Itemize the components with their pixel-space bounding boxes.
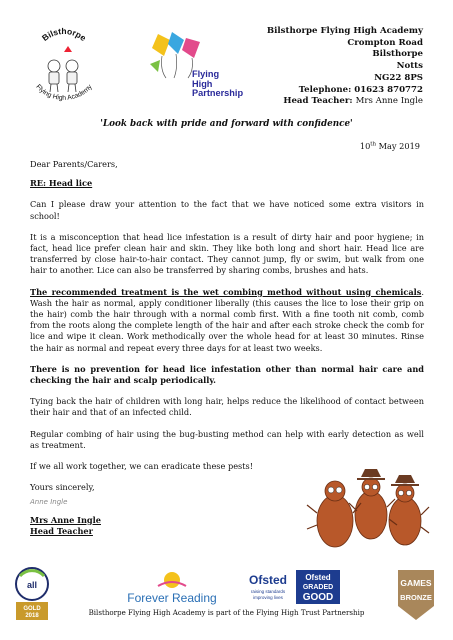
partner-line-3: Partnership (192, 88, 244, 99)
forever-reading-logo (118, 568, 226, 610)
partner-line-2: High (192, 78, 213, 89)
ofsted-tagline-1: raising standards (250, 589, 286, 594)
ofsted-good-logo (244, 568, 344, 606)
all-badge-level: GOLD (23, 606, 41, 612)
date-day: 10 (359, 141, 371, 151)
paragraph-5: Tying back the hair of children with long hair, helps reduce the likelihood of contact between their hair and that of an infected child. (30, 396, 424, 418)
address-block (267, 26, 423, 108)
footer-text: Bilsthorpe Flying High Academy is part of the Flying High Trust Partnership (88, 608, 365, 617)
svg-text:Bilsthorpe (40, 26, 88, 43)
partner-line-1: Flying (192, 69, 220, 79)
school-logo-arc-bottom: Flying High Academy (34, 83, 94, 102)
children-figures-icon (48, 46, 78, 92)
paragraph-6: Regular combing of hair using the bug-busting method can help with early detection as well as treatment. (30, 428, 424, 450)
school-logo-arc-top: Bilsthorpe (39, 25, 89, 44)
address-telephone: Telephone: 01623 870772 (298, 84, 423, 95)
paragraph-2: It is a misconception that head lice infestation is a result of dirty hair and poor hygiene; in fact, head lice prefer clean hair and skin. They like both long and short hair. Head lice are transferred by close hair-to-hair contact. They cannot jump, fly or swim, but walk from one hair to another. Lice can also be transferred by sharing combs, brushes and hats. (30, 231, 424, 276)
paragraph-1: Can I please draw your attention to the fact that we have noticed some extra visitors in school! (30, 199, 424, 221)
head-label: Head Teacher: (283, 96, 353, 107)
signatory-name: Mrs Anne Ingle (30, 514, 101, 525)
all-badge-year: 2018 (25, 613, 39, 619)
treatment-heading: The recommended treatment is the wet combing method without using chemicals (30, 286, 422, 297)
treatment-body: Wash the hair as normal, apply conditioner liberally (this causes the lice to lose their grip on the hair) comb the hair through with a normal comb first. With a fine tooth nit comb, comb from the roots along the complete length of the hair and after each stroke check the comb for lice and wipe it clean. Work methodically over the whole head for at least 30 minutes. Rinse the hair as normal and repeat every three days for at least two weeks. (30, 297, 424, 353)
closing: Yours sincerely, (30, 482, 95, 493)
paragraph-3: The recommended treatment is the wet combing method without using chemicals. Wash the hair as normal, apply conditioner liberally (this causes the lice to lose their grip on the hair) comb the hair through with a normal comb first. With a fine tooth nit comb, comb from the roots along the complete length of the hair and after each stroke check the comb for lice and wipe it clean. Work methodically over the whole head for at least 30 minutes. Rinse the hair as normal and repeat every three days for at least two weeks. (30, 286, 424, 353)
head-name: Mrs Anne Ingle (355, 96, 423, 107)
date-rest: May 2019 (378, 141, 420, 151)
all-badge-text: all (26, 580, 38, 590)
bronze-text: BRONZE (400, 593, 432, 602)
school-motto: 'Look back with pride and forward with confidence' (100, 119, 353, 129)
address-postcode: NG22 8PS (374, 72, 423, 83)
ofsted-graded-line: GRADED (302, 584, 334, 591)
forever-reading-text: Forever Reading (127, 591, 217, 605)
re-line: RE: Head lice (30, 178, 93, 189)
ofsted-text: Ofsted (248, 573, 288, 587)
letter-date (360, 141, 420, 151)
school-logo (28, 22, 100, 112)
address-street: Crompton Road (347, 37, 423, 48)
address-school: Bilsthorpe Flying High Academy (266, 26, 423, 36)
signature: Anne Ingle (30, 498, 68, 507)
address-head-teacher (267, 96, 423, 108)
address-county: Notts (396, 61, 423, 72)
paragraph-4: There is no prevention for head lice infestation other than normal hair care and checking the hair and scalp periodically. (30, 363, 424, 386)
ofsted-graded-title: Ofsted (305, 573, 331, 582)
svg-text:Flying High Academy (34, 83, 94, 102)
paragraph-7: If we all work together, we can eradicate these pests! (30, 461, 254, 472)
partnership-name (192, 70, 243, 99)
date-suffix: th (370, 141, 377, 148)
ofsted-good-text: GOOD (302, 592, 334, 603)
games-text: GAMES (400, 578, 432, 588)
signatory-title: Head Teacher (30, 525, 93, 536)
cartoon-lice-illustration (305, 455, 430, 555)
ofsted-tagline-2: improving lives (253, 595, 283, 600)
address-town: Bilsthorpe (372, 49, 423, 60)
salutation: Dear Parents/Carers, (30, 159, 118, 169)
